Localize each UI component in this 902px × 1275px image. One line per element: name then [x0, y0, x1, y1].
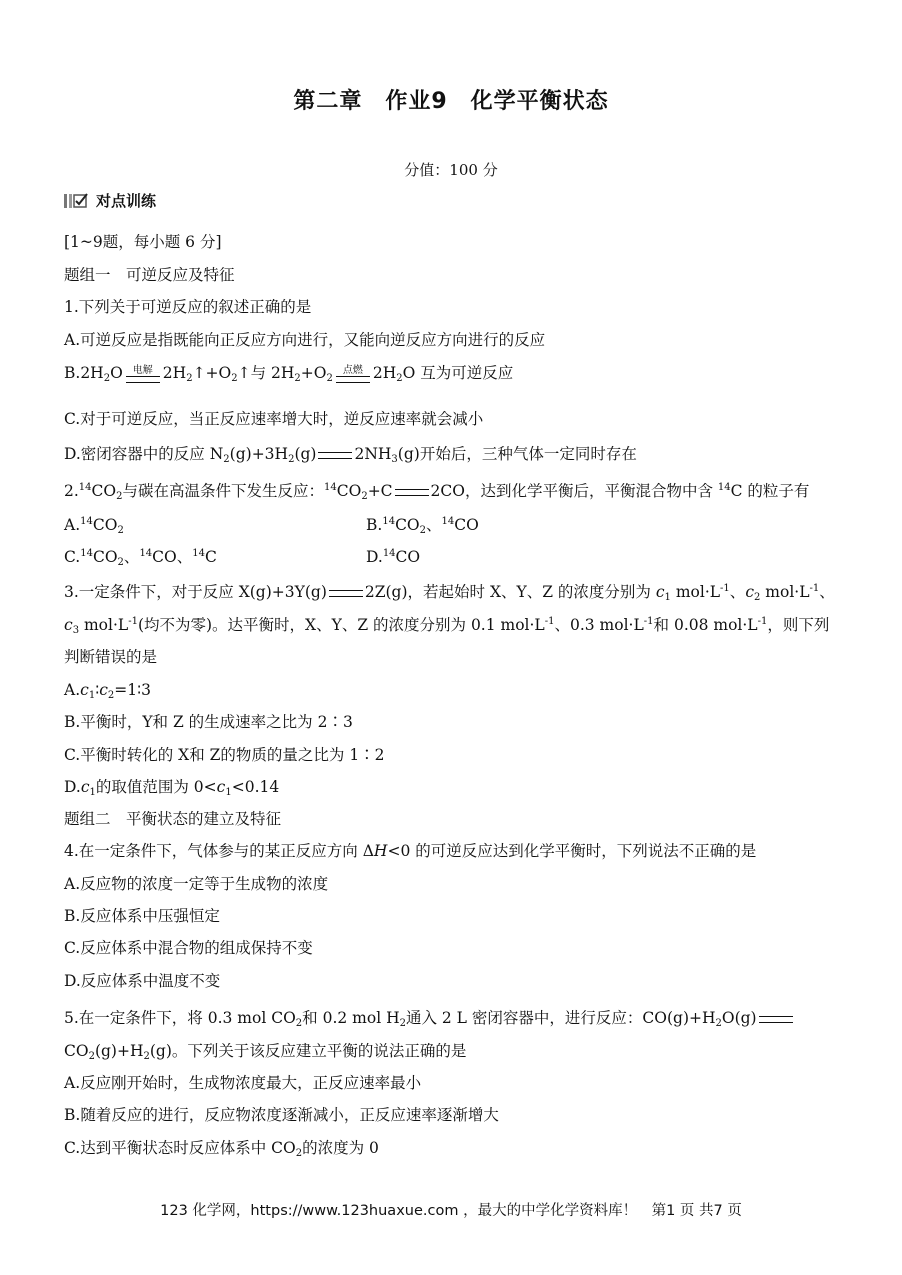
q5-option-c: C.达到平衡状态时反应体系中 $CO_2$的浓度为 0: [64, 1139, 379, 1159]
condition-electrolysis: 电解: [132, 365, 153, 376]
checklist-icon: [64, 193, 88, 209]
q1-option-d: D.密闭容器中的反应 $N_2(g)+3H_2(g)$ $2NH_3(g)$开始后，三种气体一定同时存在: [64, 445, 637, 465]
section-header: [64, 190, 156, 211]
reversible-arrow-icon: [395, 489, 429, 496]
q1-option-c: C.对于可逆反应，当正反应速率增大时，逆反应速率就会减小: [64, 410, 484, 428]
q4-stem: 4.在一定条件下，气体参与的某正反应方向 ΔH<0 的可逆反应达到化学平衡时，下列说法不正确的是: [64, 842, 757, 860]
q3-stem-line2: $c_3$ $mol\cdot L^{-1}$(均不为零)。达平衡时，X、Y、Z 的浓度分别为 0.1 $mol\cdot L^{-1}$、0.3 $mol\cdot L^{-1}$和 0.08 $mol\cdot L^{-1}$，则下列: [64, 616, 830, 636]
reversible-arrow-icon: [318, 452, 352, 459]
q2-option-a: $A.^{14}CO_2$: [64, 516, 124, 536]
q3-option-d: $D.c_1$的取值范围为 $0<c_1<0.14$: [64, 778, 280, 798]
condition-ignite: 点燃: [342, 365, 363, 376]
q2-stem: $2.14CO_2$与碳在高温条件下发生反应：$^{14}CO_2+C$ 2CO，达到化学平衡后，平衡混合物中含 $^{14}$C 的粒子有: [64, 482, 810, 502]
q1-d-text-end: 开始后，三种气体一定同时存在: [419, 445, 637, 463]
reversible-arrow-icon: [329, 590, 363, 597]
group-heading-2: 题组二 平衡状态的建立及特征: [64, 810, 282, 828]
q3-option-c: C.平衡时转化的 X和 Z的物质的量之比为 1∶2: [64, 746, 385, 764]
reversible-arrow-icon: [759, 1016, 793, 1023]
q1-d-text: D.密闭容器中的反应 N: [64, 445, 224, 463]
q4-option-d: D.反应体系中温度不变: [64, 972, 221, 990]
score-text: 分值：100 分: [404, 161, 498, 179]
q2-c-label: C.: [64, 548, 81, 566]
q3-option-a: $A.c_1∶c_2=1∶3$: [64, 681, 152, 701]
q2-option-d: D.$^{14}$CO: [366, 548, 421, 566]
q4-option-c: C.反应体系中混合物的组成保持不变: [64, 939, 313, 957]
q4-option-b: B.反应体系中压强恒定: [64, 907, 220, 925]
q3-option-b: B.平衡时，Y和 Z 的生成速率之比为 2∶3: [64, 713, 353, 731]
section-label: 对点训练: [96, 192, 157, 210]
q2-option-b: $B.^{14}CO_2$、$^{14}$CO: [366, 516, 479, 536]
group-heading-1: 题组一 可逆反应及特征: [64, 266, 235, 284]
q5-option-a: A.反应刚开始时，生成物浓度最大，正反应速率最小: [64, 1074, 422, 1092]
q1-option-a: A.可逆反应是指既能向正反应方向进行，又能向逆反应方向进行的反应: [64, 331, 546, 349]
q5-stem-line1: 5.在一定条件下，将 0.3 mol $CO_2$和 0.2 mol $H_2$通入 2 L 密闭容器中，进行反应：$CO(g)+H_2O(g)$: [64, 1008, 795, 1028]
equals-sign: [336, 376, 370, 383]
q3-stem-line1: 3.一定条件下，对于反应 X(g)+3Y(g) 2Z(g)，若起始时 X、Y、Z 的浓度分别为 $c_1$ $mol\cdot L^{-1}$、$c_2$ $mol\cdot L^{-1}$、: [64, 583, 835, 603]
q1-option-b: $B.2H_2O$ 电解 $2H_2↑+O_2↑$与 $2H_2+O_2$ 点燃 $2H_2O$ 互为可逆反应: [64, 364, 514, 384]
q5-stem-line2: $CO_2(g)+H_2(g)$。下列关于该反应建立平衡的说法正确的是: [64, 1042, 467, 1062]
q1-stem: 1.下列关于可逆反应的叙述正确的是: [64, 298, 312, 316]
q2-option-c: $C.^{14}CO_2$、$^{14}$CO、$^{14}$C: [64, 548, 217, 568]
page-footer: 123 化学网，https://www.123huaxue.com ，最大的中学化学资料库！ 第1 页 共7 页: [160, 1203, 742, 1219]
q4-option-a: A.反应物的浓度一定等于生成物的浓度: [64, 875, 329, 893]
q3-stem-line3: 判断错误的是: [64, 648, 158, 666]
q2-b-label: B.: [366, 516, 383, 534]
q5-option-b: B.随着反应的进行，反应物浓度逐渐减小，正反应速率逐渐增大: [64, 1106, 499, 1124]
equals-sign: [126, 376, 160, 383]
page-title: 第二章 作业9 化学平衡状态: [293, 89, 609, 114]
q2-d-label: D.: [366, 548, 383, 566]
q2-a-label: A.: [64, 516, 81, 534]
score-note: [1~9题，每小题 6 分]: [64, 233, 222, 251]
